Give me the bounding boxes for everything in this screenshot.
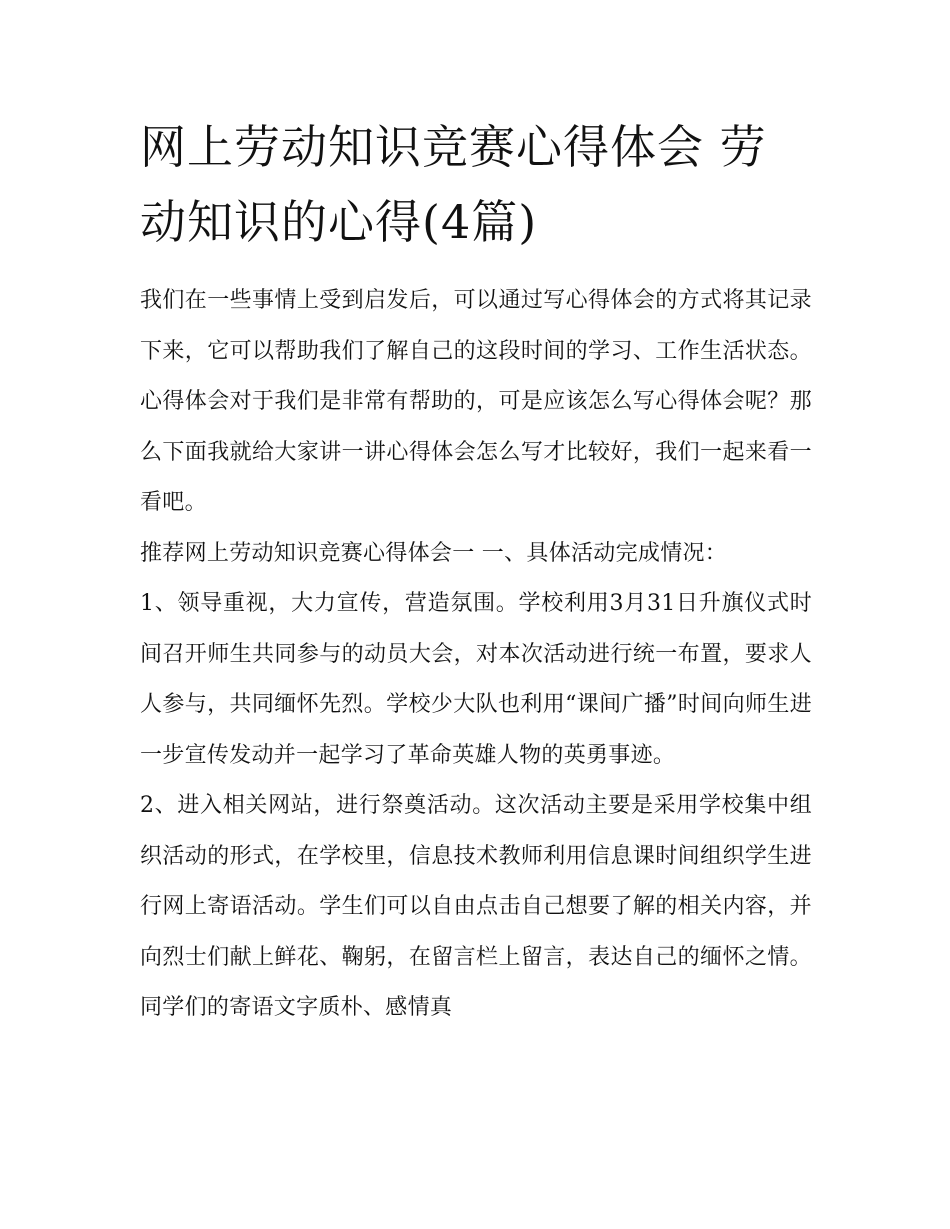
- paragraph-section-heading: 推荐网上劳动知识竞赛心得体会一 一、具体活动完成情况：: [140, 540, 728, 566]
- paragraph-item-2: 2、进入相关网站，进行祭奠活动。这次活动主要是采用学校集中组织活动的形式，在学校里，信息技术教师利用信息课时间组织学生进行网上寄语活动。学生们可以自由点击自己想要了解的相关内容，并向烈士们献上鲜花、鞠躬，在留言栏上留言，表达自己的缅怀之情。同学们的寄语文字质朴、感情真: [140, 793, 812, 1020]
- paragraph-item-1: 1、领导重视，大力宣传，营造氛围。学校利用3月31日升旗仪式时间召开师生共同参与的动员大会，对本次活动进行统一布置，要求人人参与，共同缅怀先烈。学校少大队也利用“课间广播”时间向师生进一步宣传发动并一起学习了革命英雄人物的英勇事迹。: [140, 591, 812, 768]
- document-title: 网上劳动知识竞赛心得体会 劳动知识的心得(4篇): [140, 120, 767, 249]
- paragraph-intro: 我们在一些事情上受到启发后，可以通过写心得体会的方式将其记录下来，它可以帮助我们了解自己的这段时间的学习、工作生活状态。心得体会对于我们是非常有帮助的，可是应该怎么写心得体会呢？那么下面我就给大家讲一讲心得体会怎么写才比较好，我们一起来看一看吧。: [140, 288, 812, 515]
- document-body: [140, 110, 812, 1034]
